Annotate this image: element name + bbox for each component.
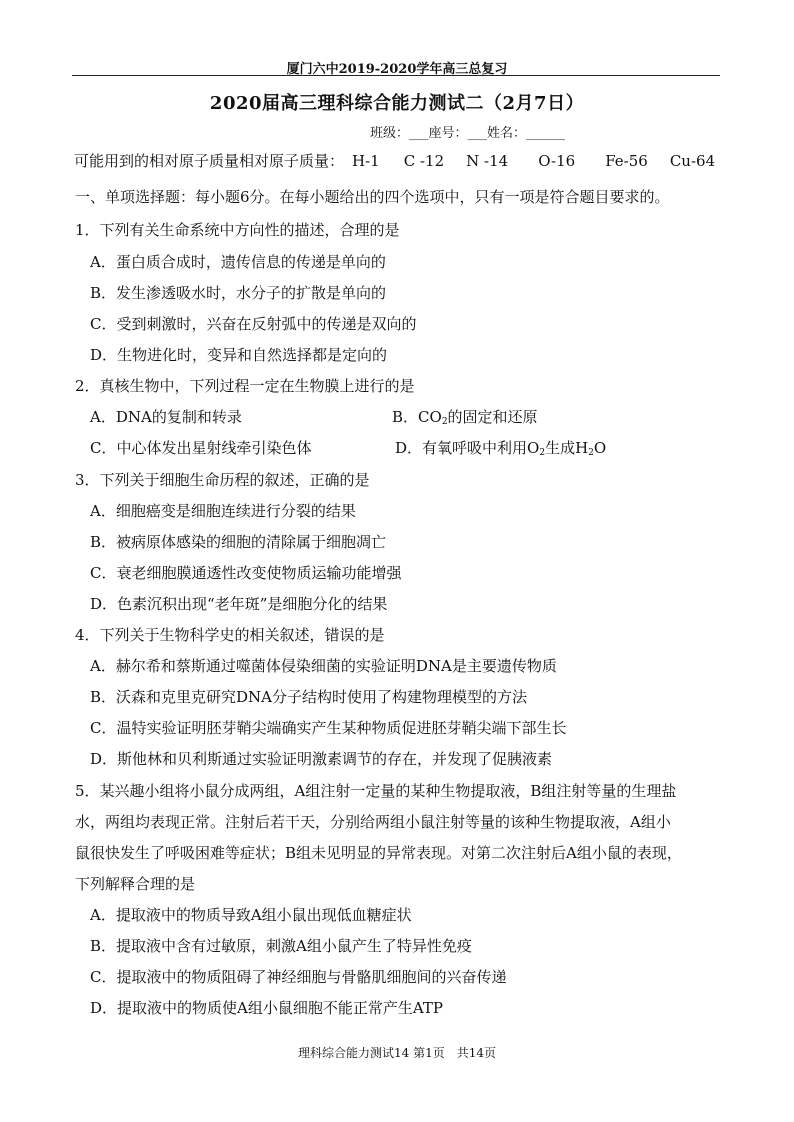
question-3-option-b: B．被病原体感染的细胞的清除属于细胞凋亡 [90,533,387,551]
atomic-mass-h: H-1 [352,152,380,170]
page-header: 厦门六中2019-2020学年高三总复习 [286,62,508,77]
atomic-mass-n: N -14 [466,152,509,170]
question-1-option-d: D．生物进化时，变异和自然选择都是定向的 [90,346,388,364]
question-5-option-d: D．提取液中的物质使A组小鼠细胞不能正常产生ATP [90,999,443,1017]
page-footer: 理科综合能力测试14 第1页 共14页 [298,1046,496,1060]
question-1-option-b: B．发生渗透吸水时，水分子的扩散是单向的 [90,284,387,302]
question-4-option-b: B．沃森和克里克研究DNA分子结构时使用了构建物理模型的方法 [90,688,528,706]
atomic-mass-cu: Cu-64 [669,152,716,170]
question-2-stem: 2．真核生物中，下列过程一定在生物膜上进行的是 [75,377,415,395]
question-1-stem: 1．下列有关生命系统中方向性的描述，合理的是 [75,221,400,239]
question-3-stem: 3．下列关于细胞生命历程的叙述，正确的是 [75,471,370,489]
section-heading: 一、单项选择题：每小题6分。在每小题给出的四个选项中，只有一项是符合题目要求的。 [75,188,670,206]
question-3-option-a: A．细胞癌变是细胞连续进行分裂的结果 [90,502,356,520]
atomic-mass-c: C -12 [403,152,445,170]
question-5-stem-line-2: 水，两组均表现正常。注射后若干天，分别给两组小鼠注射等量的该种生物提取液，A组小 [75,813,671,831]
question-4-stem: 4．下列关于生物科学史的相关叙述，错误的是 [75,626,385,644]
question-5-option-a: A．提取液中的物质导致A组小鼠出现低血糖症状 [90,906,412,924]
question-2-option-c: C．中心体发出星射线牵引染色体 [90,439,312,457]
question-1-option-c: C．受到刺激时，兴奋在反射弧中的传递是双向的 [90,315,417,333]
question-3-option-d: D．色素沉积出现“老年斑”是细胞分化的结果 [90,595,388,613]
question-1-option-a: A．蛋白质合成时，遗传信息的传递是单向的 [90,253,386,271]
question-2-option-b: B．$CO_2$的固定和还原 [392,408,538,427]
atomic-mass-label: 可能用到的相对原子质量相对原子质量： [74,152,345,170]
question-5-stem-line-1: 5．某兴趣小组将小鼠分成两组，A组注射一定量的某种生物提取液，B组注射等量的生理盐 [75,782,677,800]
student-info-line: 班级：___座号：___姓名：______ [370,126,566,141]
question-4-option-a: A．赫尔希和蔡斯通过噬菌体侵染细菌的实验证明DNA是主要遗传物质 [90,657,557,675]
atomic-mass-line [74,150,715,171]
question-3-option-c: C．衰老细胞膜通透性改变使物质运输功能增强 [90,564,402,582]
exam-title: 2020届高三理科综合能力测试二（2月7日） [209,93,585,114]
question-5-stem-line-4: 下列解释合理的是 [75,875,196,893]
question-2-option-d: D．有氧呼吸中利用$O_2$生成$H_2O$ [395,439,607,458]
atomic-mass-o: O-16 [538,152,576,170]
atomic-mass-fe: Fe-56 [605,152,648,170]
question-2-option-a: A．DNA的复制和转录 [90,408,242,426]
question-5-option-c: C．提取液中的物质阻碍了神经细胞与骨骼肌细胞间的兴奋传递 [90,968,507,986]
question-5-stem-line-3: 鼠很快发生了呼吸困难等症状；B组未见明显的异常表现。对第二次注射后A组小鼠的表现， [75,844,682,862]
question-4-option-c: C．温特实验证明胚芽鞘尖端确实产生某种物质促进胚芽鞘尖端下部生长 [90,719,567,737]
question-4-option-d: D．斯他林和贝利斯通过实验证明激素调节的存在，并发现了促胰液素 [90,750,553,768]
header-divider [72,75,720,76]
question-5-option-b: B．提取液中含有过敏原，刺激A组小鼠产生了特异性免疫 [90,937,472,955]
